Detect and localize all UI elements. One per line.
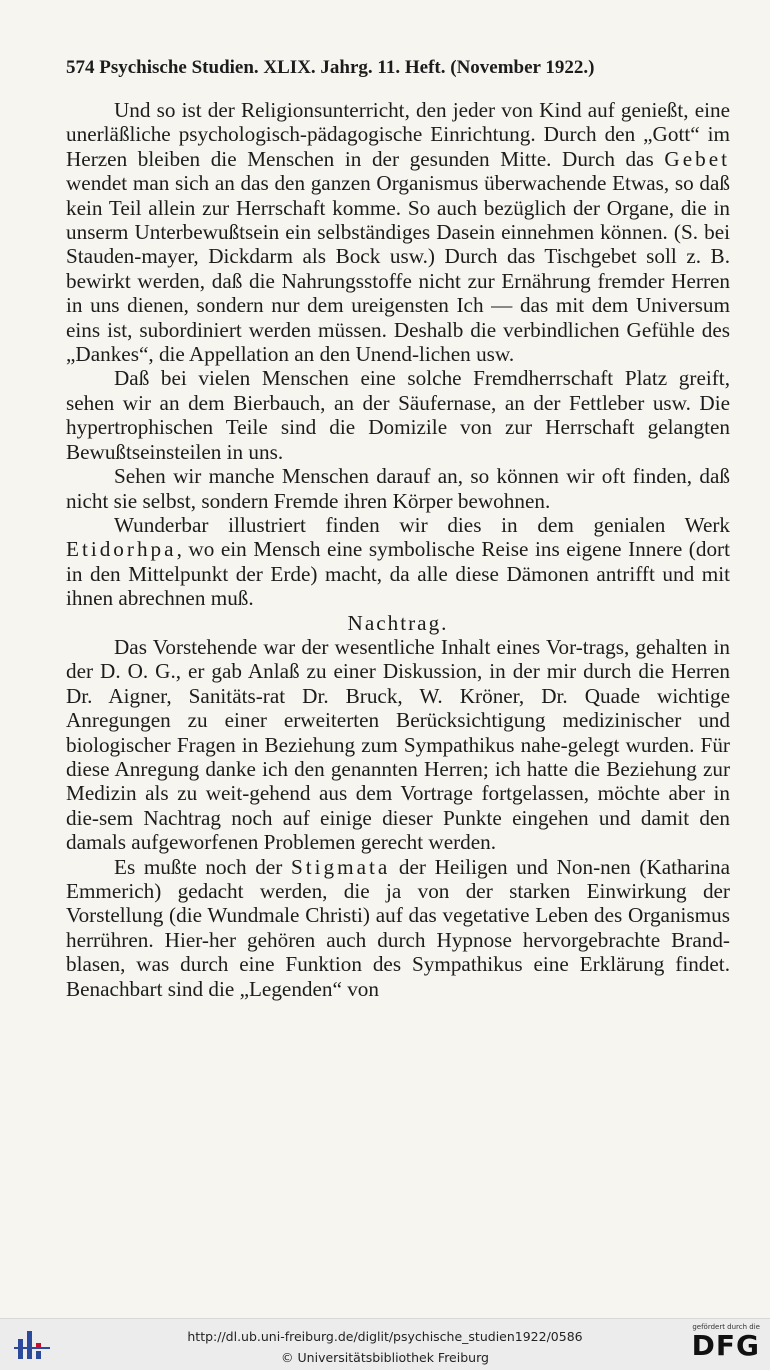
spaced-word-gebet: Gebet bbox=[664, 146, 730, 171]
paragraph-3 bbox=[66, 464, 730, 513]
source-url-link[interactable]: http://dl.ub.uni-freiburg.de/diglit/psychische_studien1922/0586 bbox=[187, 1329, 583, 1344]
paragraph-4-text-a: Wunderbar illustriert finden wir dies in dem genialen Werk bbox=[114, 512, 730, 537]
paragraph-3-text: Sehen wir manche Menschen darauf an, so können wir oft finden, daß nicht sie selbst, sondern Fremde ihren Körper bewohnen. bbox=[66, 464, 730, 513]
body-text bbox=[66, 98, 730, 1001]
spaced-word-etidorhpa: Etidorhpa bbox=[66, 537, 177, 562]
viewer-footer bbox=[0, 1318, 770, 1370]
paragraph-1-text-b: wendet man sich an das den ganzen Organismus überwachende Etwas, so daß kein Teil allein zur Herrschaft komme. So auch bezüglich der Organe, die in unserm Unterbewußtsein ein selbständiges Dasein einnehmen können. (S. bei Stauden-mayer, Dickdarm als Bock usw.) Durch das Tischgebet soll z. B. bewirkt werden, daß die Nahrungsstoffe nicht zur Ernährung fremder Herren in uns dienen, sondern nur dem ureigensten Ich — das mit dem Universum eins ist, subordiniert werden müssen. Deshalb die verbindlichen Gefühle des „Dankes“, die Appellation an den Unend-lichen usw. bbox=[66, 171, 730, 367]
spaced-word-stigmata: Stigmata bbox=[290, 854, 391, 879]
paragraph-4 bbox=[66, 513, 730, 611]
paragraph-1 bbox=[66, 98, 730, 366]
paragraph-2 bbox=[66, 366, 730, 464]
dfg-logo bbox=[678, 1323, 760, 1367]
paragraph-6-text-b: der Heiligen und Non-nen (Katharina Emmerich) gedacht werden, die ja von der starken Einwirkung der Vorstellung (die Wundmale Christi) auf das vegetative Leben des Organismus herrühren. Hier-her gehören auch durch Hypnose hervorgebrachte Brand-blasen, was durch eine Funktion des Sympathikus eine Erklärung findet. Benachbart sind die „Legenden“ von bbox=[66, 854, 730, 1001]
paragraph-1-text-a: Und so ist der Religionsunterricht, den jeder von Kind auf genießt, eine unerläßliche psychologisch-pädagogische Einrichtung. Durch den „Gott“ im Herzen bleiben die Menschen in der gesunden Mitte. Durch das bbox=[66, 98, 730, 171]
paragraph-5 bbox=[66, 635, 730, 855]
paragraph-2-text: Daß bei vielen Menschen eine solche Fremdherrschaft Platz greift, sehen wir an dem Bierbauch, an der Säufernase, an der Fettleber usw. Die hypertrophischen Teile sind die Domizile von zur Herrschaft gelangten Bewußtseinsteilen in uns. bbox=[66, 366, 730, 464]
paragraph-6 bbox=[66, 855, 730, 1001]
paragraph-4-text-b: , wo ein Mensch eine symbolische Reise ins eigene Innere (dort in den Mittelpunkt der Erde) macht, da alle diese Dämonen antrifft und mit ihnen abrechnen muß. bbox=[66, 537, 730, 611]
dfg-logo-text: DFG bbox=[691, 1329, 760, 1362]
paragraph-5-text: Das Vorstehende war der wesentliche Inhalt eines Vor-trags, gehalten in der D. O. G., er gab Anlaß zu einer Diskussion, in der mir durch die Herren Dr. Aigner, Sanitäts-rat Dr. Bruck, W. Kröner, Dr. Quade wichtige Anregungen zu einer erweiterten Berücksichtigung medizinischer und biologischer Fragen in Beziehung zum Sympathikus nahe-gelegt wurden. Für diese Anregung danke ich den genannten Herren; ich hatte die Beziehung zur Medizin als zu weit-gehend aus dem Vortrage fortgelassen, möchte aber in die-sem Nachtrag noch auf einige dieser Punkte eingehen und damit den damals aufgeworfenen Problemen gerecht werden. bbox=[66, 634, 730, 855]
dfg-funding-note: gefördert durch die bbox=[692, 1323, 760, 1331]
paragraph-6-text-a: Es mußte noch der bbox=[114, 854, 291, 879]
section-heading: Nachtrag. bbox=[347, 610, 449, 635]
copyright-text: © Universitätsbibliothek Freiburg bbox=[281, 1350, 489, 1365]
running-header: 574 Psychische Studien. XLIX. Jahrg. 11. Heft. (November 1922.) bbox=[66, 57, 595, 78]
